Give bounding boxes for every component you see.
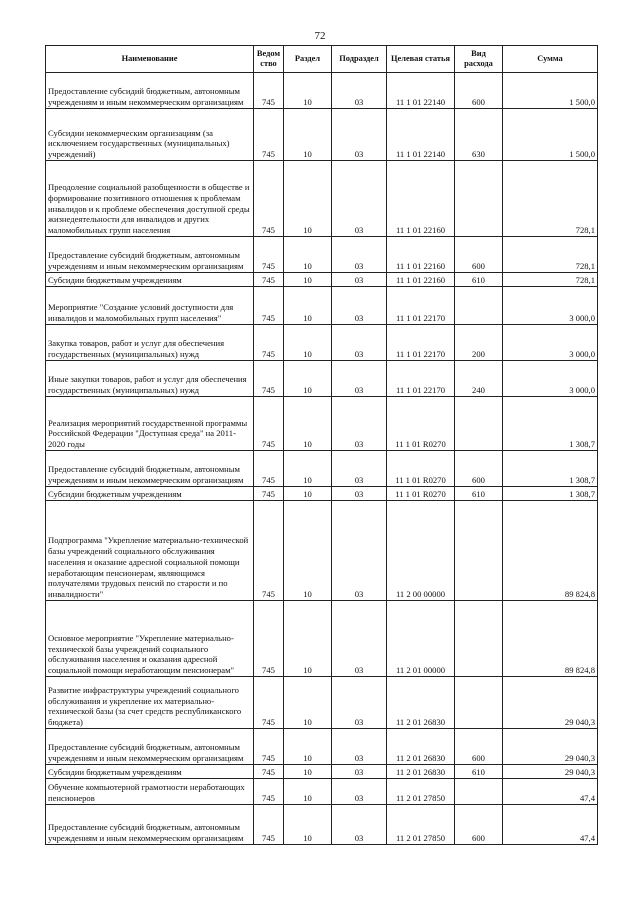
cell-amount: 1 308,7 <box>503 451 598 487</box>
cell-name: Подпрограмма "Укрепление материально-технической базы учреждений социального обслуживания населения и оказание адресной социальной помощи неработающим пенсионерам, являющимся получателями трудовых пенсий по старости и по инвалидности" <box>46 501 254 601</box>
cell-name: Основное мероприятие "Укрепление материально-технической базы учреждений социального обслуживания населения и оказания адресной социальной помощи неработающим пенсионерам" <box>46 601 254 677</box>
cell-subsection: 03 <box>332 765 387 779</box>
cell-subsection: 03 <box>332 451 387 487</box>
cell-amount: 47,4 <box>503 779 598 805</box>
cell-amount: 3 000,0 <box>503 287 598 325</box>
cell-name: Иные закупки товаров, работ и услуг для обеспечения государственных (муниципальных) нужд <box>46 361 254 397</box>
cell-amount: 1 500,0 <box>503 109 598 161</box>
cell-name: Предоставление субсидий бюджетным, автономным учреждениям и иным некоммерческим организациям <box>46 805 254 845</box>
cell-expense <box>455 677 503 729</box>
cell-name: Мероприятие "Создание условий доступности для инвалидов и маломобильных групп населения" <box>46 287 254 325</box>
cell-dept: 745 <box>254 397 284 451</box>
cell-dept: 745 <box>254 161 284 237</box>
cell-dept: 745 <box>254 805 284 845</box>
table-row <box>46 325 598 361</box>
header-expense: Вид расхода <box>455 46 503 73</box>
cell-amount: 1 308,7 <box>503 397 598 451</box>
header-target: Целевая статья <box>387 46 455 73</box>
cell-expense: 600 <box>455 805 503 845</box>
cell-target: 11 2 01 00000 <box>387 601 455 677</box>
cell-target: 11 2 01 27850 <box>387 805 455 845</box>
cell-amount: 1 500,0 <box>503 73 598 109</box>
cell-name: Обучение компьютерной грамотности неработающих пенсионеров <box>46 779 254 805</box>
cell-dept: 745 <box>254 451 284 487</box>
cell-target: 11 1 01 22160 <box>387 237 455 273</box>
cell-subsection: 03 <box>332 73 387 109</box>
cell-expense: 200 <box>455 325 503 361</box>
cell-expense: 240 <box>455 361 503 397</box>
cell-amount: 89 824,8 <box>503 501 598 601</box>
cell-section: 10 <box>284 325 332 361</box>
table-row <box>46 109 598 161</box>
cell-subsection: 03 <box>332 805 387 845</box>
cell-section: 10 <box>284 601 332 677</box>
cell-name: Субсидии бюджетным учреждениям <box>46 765 254 779</box>
table-row <box>46 361 598 397</box>
cell-amount: 47,4 <box>503 805 598 845</box>
cell-target: 11 2 01 26830 <box>387 729 455 765</box>
table-row <box>46 397 598 451</box>
table-row <box>46 273 598 287</box>
header-section: Раздел <box>284 46 332 73</box>
cell-section: 10 <box>284 161 332 237</box>
cell-dept: 745 <box>254 237 284 273</box>
cell-expense: 600 <box>455 451 503 487</box>
cell-target: 11 2 01 26830 <box>387 677 455 729</box>
cell-name: Предоставление субсидий бюджетным, автономным учреждениям и иным некоммерческим организациям <box>46 73 254 109</box>
cell-subsection: 03 <box>332 161 387 237</box>
cell-subsection: 03 <box>332 677 387 729</box>
cell-name: Предоставление субсидий бюджетным, автономным учреждениям и иным некоммерческим организациям <box>46 451 254 487</box>
cell-name: Предоставление субсидий бюджетным, автономным учреждениям и иным некоммерческим организациям <box>46 729 254 765</box>
cell-target: 11 2 00 00000 <box>387 501 455 601</box>
cell-subsection: 03 <box>332 779 387 805</box>
cell-section: 10 <box>284 451 332 487</box>
cell-dept: 745 <box>254 601 284 677</box>
cell-name: Развитие инфраструктуры учреждений социального обслуживания и укрепление их материально-технической базы (за счет средств республиканского бюджета) <box>46 677 254 729</box>
cell-name: Закупка товаров, работ и услуг для обеспечения государственных (муниципальных) нужд <box>46 325 254 361</box>
table-row <box>46 601 598 677</box>
cell-amount: 1 308,7 <box>503 487 598 501</box>
table-row <box>46 677 598 729</box>
cell-expense: 630 <box>455 109 503 161</box>
cell-expense: 610 <box>455 487 503 501</box>
cell-target: 11 2 01 27850 <box>387 779 455 805</box>
cell-expense: 610 <box>455 765 503 779</box>
cell-amount: 29 040,3 <box>503 729 598 765</box>
cell-target: 11 1 01 22140 <box>387 73 455 109</box>
cell-target: 11 1 01 22160 <box>387 161 455 237</box>
cell-dept: 745 <box>254 361 284 397</box>
cell-expense <box>455 287 503 325</box>
cell-section: 10 <box>284 397 332 451</box>
cell-expense <box>455 397 503 451</box>
cell-section: 10 <box>284 805 332 845</box>
table-row <box>46 729 598 765</box>
cell-amount: 3 000,0 <box>503 361 598 397</box>
cell-subsection: 03 <box>332 273 387 287</box>
cell-target: 11 1 01 22170 <box>387 325 455 361</box>
cell-dept: 745 <box>254 109 284 161</box>
cell-expense <box>455 779 503 805</box>
cell-subsection: 03 <box>332 109 387 161</box>
cell-target: 11 1 01 22170 <box>387 361 455 397</box>
cell-dept: 745 <box>254 273 284 287</box>
cell-expense: 600 <box>455 73 503 109</box>
table-row <box>46 161 598 237</box>
cell-amount: 29 040,3 <box>503 765 598 779</box>
cell-amount: 3 000,0 <box>503 325 598 361</box>
cell-target: 11 1 01 R0270 <box>387 397 455 451</box>
cell-subsection: 03 <box>332 361 387 397</box>
cell-dept: 745 <box>254 73 284 109</box>
cell-section: 10 <box>284 109 332 161</box>
table-row <box>46 451 598 487</box>
cell-section: 10 <box>284 729 332 765</box>
cell-amount: 728,1 <box>503 161 598 237</box>
cell-dept: 745 <box>254 325 284 361</box>
header-subsection: Подраздел <box>332 46 387 73</box>
cell-amount: 29 040,3 <box>503 677 598 729</box>
cell-section: 10 <box>284 237 332 273</box>
cell-target: 11 1 01 22170 <box>387 287 455 325</box>
cell-section: 10 <box>284 765 332 779</box>
cell-section: 10 <box>284 779 332 805</box>
cell-amount: 728,1 <box>503 273 598 287</box>
cell-expense: 600 <box>455 729 503 765</box>
cell-dept: 745 <box>254 765 284 779</box>
cell-section: 10 <box>284 501 332 601</box>
cell-section: 10 <box>284 677 332 729</box>
cell-section: 10 <box>284 361 332 397</box>
cell-amount: 728,1 <box>503 237 598 273</box>
cell-expense: 610 <box>455 273 503 287</box>
cell-subsection: 03 <box>332 237 387 273</box>
cell-subsection: 03 <box>332 287 387 325</box>
cell-target: 11 1 01 22160 <box>387 273 455 287</box>
header-row <box>46 46 598 73</box>
cell-subsection: 03 <box>332 487 387 501</box>
table-row <box>46 237 598 273</box>
cell-subsection: 03 <box>332 729 387 765</box>
budget-table <box>45 45 598 845</box>
table-row <box>46 501 598 601</box>
cell-subsection: 03 <box>332 325 387 361</box>
cell-name: Субсидии бюджетным учреждениям <box>46 273 254 287</box>
cell-dept: 745 <box>254 729 284 765</box>
cell-section: 10 <box>284 273 332 287</box>
cell-section: 10 <box>284 487 332 501</box>
table-row <box>46 805 598 845</box>
cell-name: Реализация мероприятий государственной программы Российской Федерации "Доступная среда" на 2011-2020 годы <box>46 397 254 451</box>
cell-target: 11 1 01 22140 <box>387 109 455 161</box>
cell-name: Субсидии некоммерческим организациям (за исключением государственных (муниципальных) учреждений) <box>46 109 254 161</box>
cell-target: 11 1 01 R0270 <box>387 487 455 501</box>
header-amount: Сумма <box>503 46 598 73</box>
table-row <box>46 779 598 805</box>
cell-target: 11 1 01 R0270 <box>387 451 455 487</box>
cell-subsection: 03 <box>332 601 387 677</box>
table-row <box>46 487 598 501</box>
cell-amount: 89 824,8 <box>503 601 598 677</box>
cell-name: Предоставление субсидий бюджетным, автономным учреждениям и иным некоммерческим организациям <box>46 237 254 273</box>
cell-dept: 745 <box>254 487 284 501</box>
header-dept: Ведом ство <box>254 46 284 73</box>
cell-expense <box>455 161 503 237</box>
cell-name: Преодоление социальной разобщенности в обществе и формирование позитивного отношения к проблемам инвалидов и к проблеме обеспечения доступной среды жизнедеятельности для инвалидов и других маломобильных групп населения <box>46 161 254 237</box>
table-row <box>46 287 598 325</box>
header-name: Наименование <box>46 46 254 73</box>
cell-expense: 600 <box>455 237 503 273</box>
page-number: 72 <box>314 30 326 42</box>
cell-subsection: 03 <box>332 397 387 451</box>
cell-section: 10 <box>284 73 332 109</box>
cell-expense <box>455 601 503 677</box>
cell-target: 11 2 01 26830 <box>387 765 455 779</box>
cell-dept: 745 <box>254 677 284 729</box>
cell-subsection: 03 <box>332 501 387 601</box>
cell-dept: 745 <box>254 779 284 805</box>
table-row <box>46 73 598 109</box>
cell-dept: 745 <box>254 501 284 601</box>
table-body <box>46 73 598 845</box>
cell-dept: 745 <box>254 287 284 325</box>
cell-expense <box>455 501 503 601</box>
table-row <box>46 765 598 779</box>
cell-name: Субсидии бюджетным учреждениям <box>46 487 254 501</box>
cell-section: 10 <box>284 287 332 325</box>
